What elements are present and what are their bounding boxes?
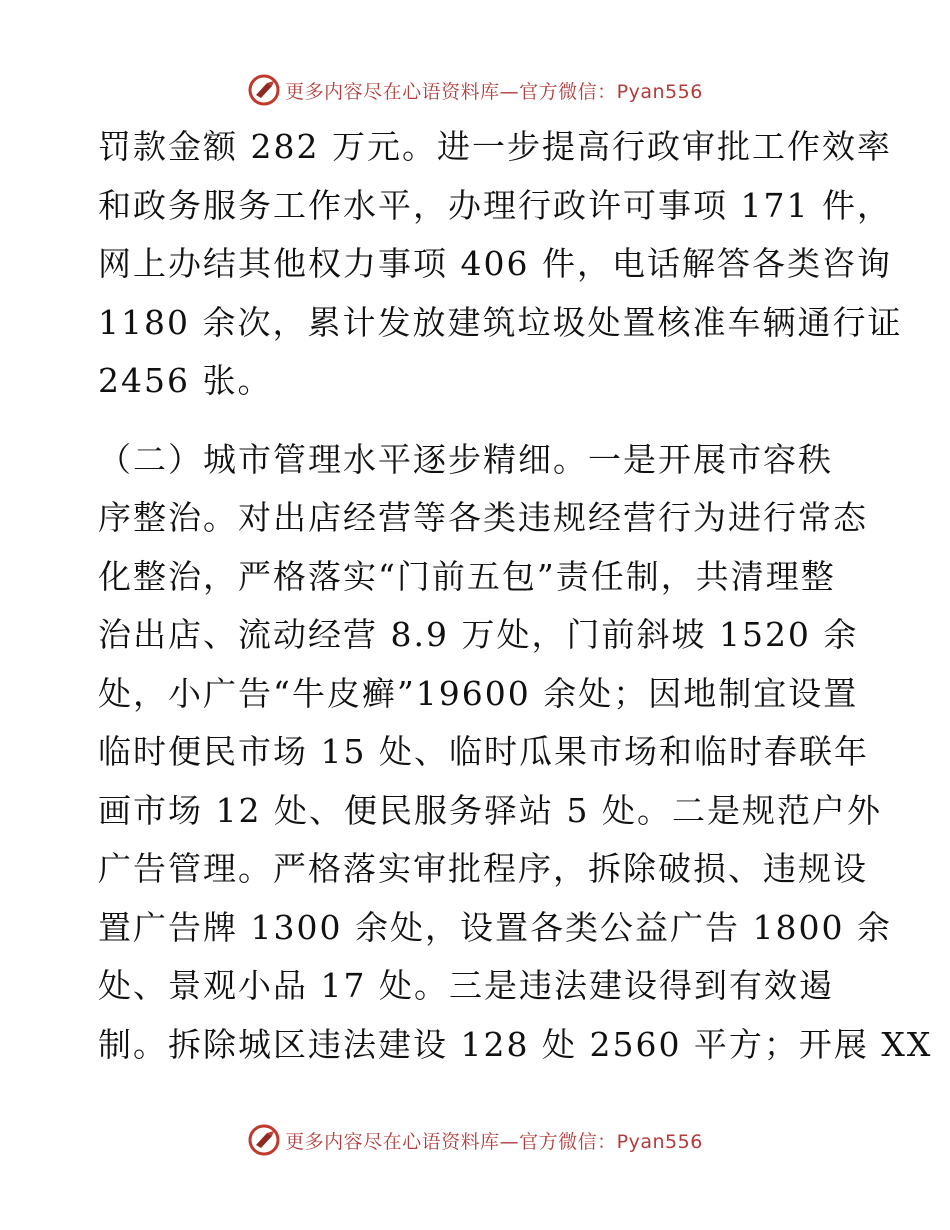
text-line: 临时便民市场 15 处、临时瓜果市场和临时春联年 bbox=[98, 732, 869, 771]
banner-text: 更多内容尽在心语资料库—官方微信：Pyan556 bbox=[285, 1130, 703, 1153]
text-line: 画市场 12 处、便民服务驿站 5 处。二是规范户外 bbox=[98, 790, 882, 830]
text-line: 2456 张。 bbox=[98, 361, 273, 400]
text-line: 置广告牌 1300 余处，设置各类公益广告 1800 余 bbox=[98, 907, 892, 947]
text-line: 和政务服务工作水平，办理行政许可事项 171 件， bbox=[98, 185, 892, 225]
text-line: 广告管理。严格落实审批程序，拆除破损、违规设 bbox=[98, 849, 868, 888]
document-body bbox=[98, 118, 933, 1074]
text-line: 1180 余次，累计发放建筑垃圾处置核准车辆通行证 bbox=[98, 302, 903, 342]
text-line: 罚款金额 282 万元。进一步提高行政审批工作效率 bbox=[98, 127, 892, 166]
text-line: 治出店、流动经营 8.9 万处，门前斜坡 1520 余 bbox=[98, 615, 859, 654]
text-line: （二）城市管理水平逐步精细。一是开展市容秩 bbox=[98, 439, 833, 479]
text-line: 序整治。对出店经营等各类违规经营行为进行常态 bbox=[98, 498, 868, 537]
brand-logo-icon bbox=[247, 1123, 281, 1157]
text-line: 处、景观小品 17 处。三是违法建设得到有效遏 bbox=[98, 966, 834, 1005]
text-line: 制。拆除城区违法建设 128 处 2560 平方；开展 XX bbox=[98, 1024, 933, 1064]
paragraph-2 bbox=[98, 431, 933, 1075]
brand-logo-icon bbox=[247, 73, 281, 107]
paragraph-1 bbox=[98, 118, 903, 411]
text-line: 处，小广告“牛皮癣”19600 余处；因地制宜设置 bbox=[98, 673, 859, 713]
text-line: 化整治，严格落实“门前五包”责任制，共清理整 bbox=[98, 556, 836, 596]
text-line: 网上办结其他权力事项 406 件，电话解答各类咨询 bbox=[98, 244, 892, 283]
paragraph-gap bbox=[98, 411, 858, 431]
footer-banner bbox=[0, 1120, 950, 1160]
banner-text: 更多内容尽在心语资料库—官方微信：Pyan556 bbox=[285, 80, 703, 103]
header-banner bbox=[0, 70, 950, 110]
